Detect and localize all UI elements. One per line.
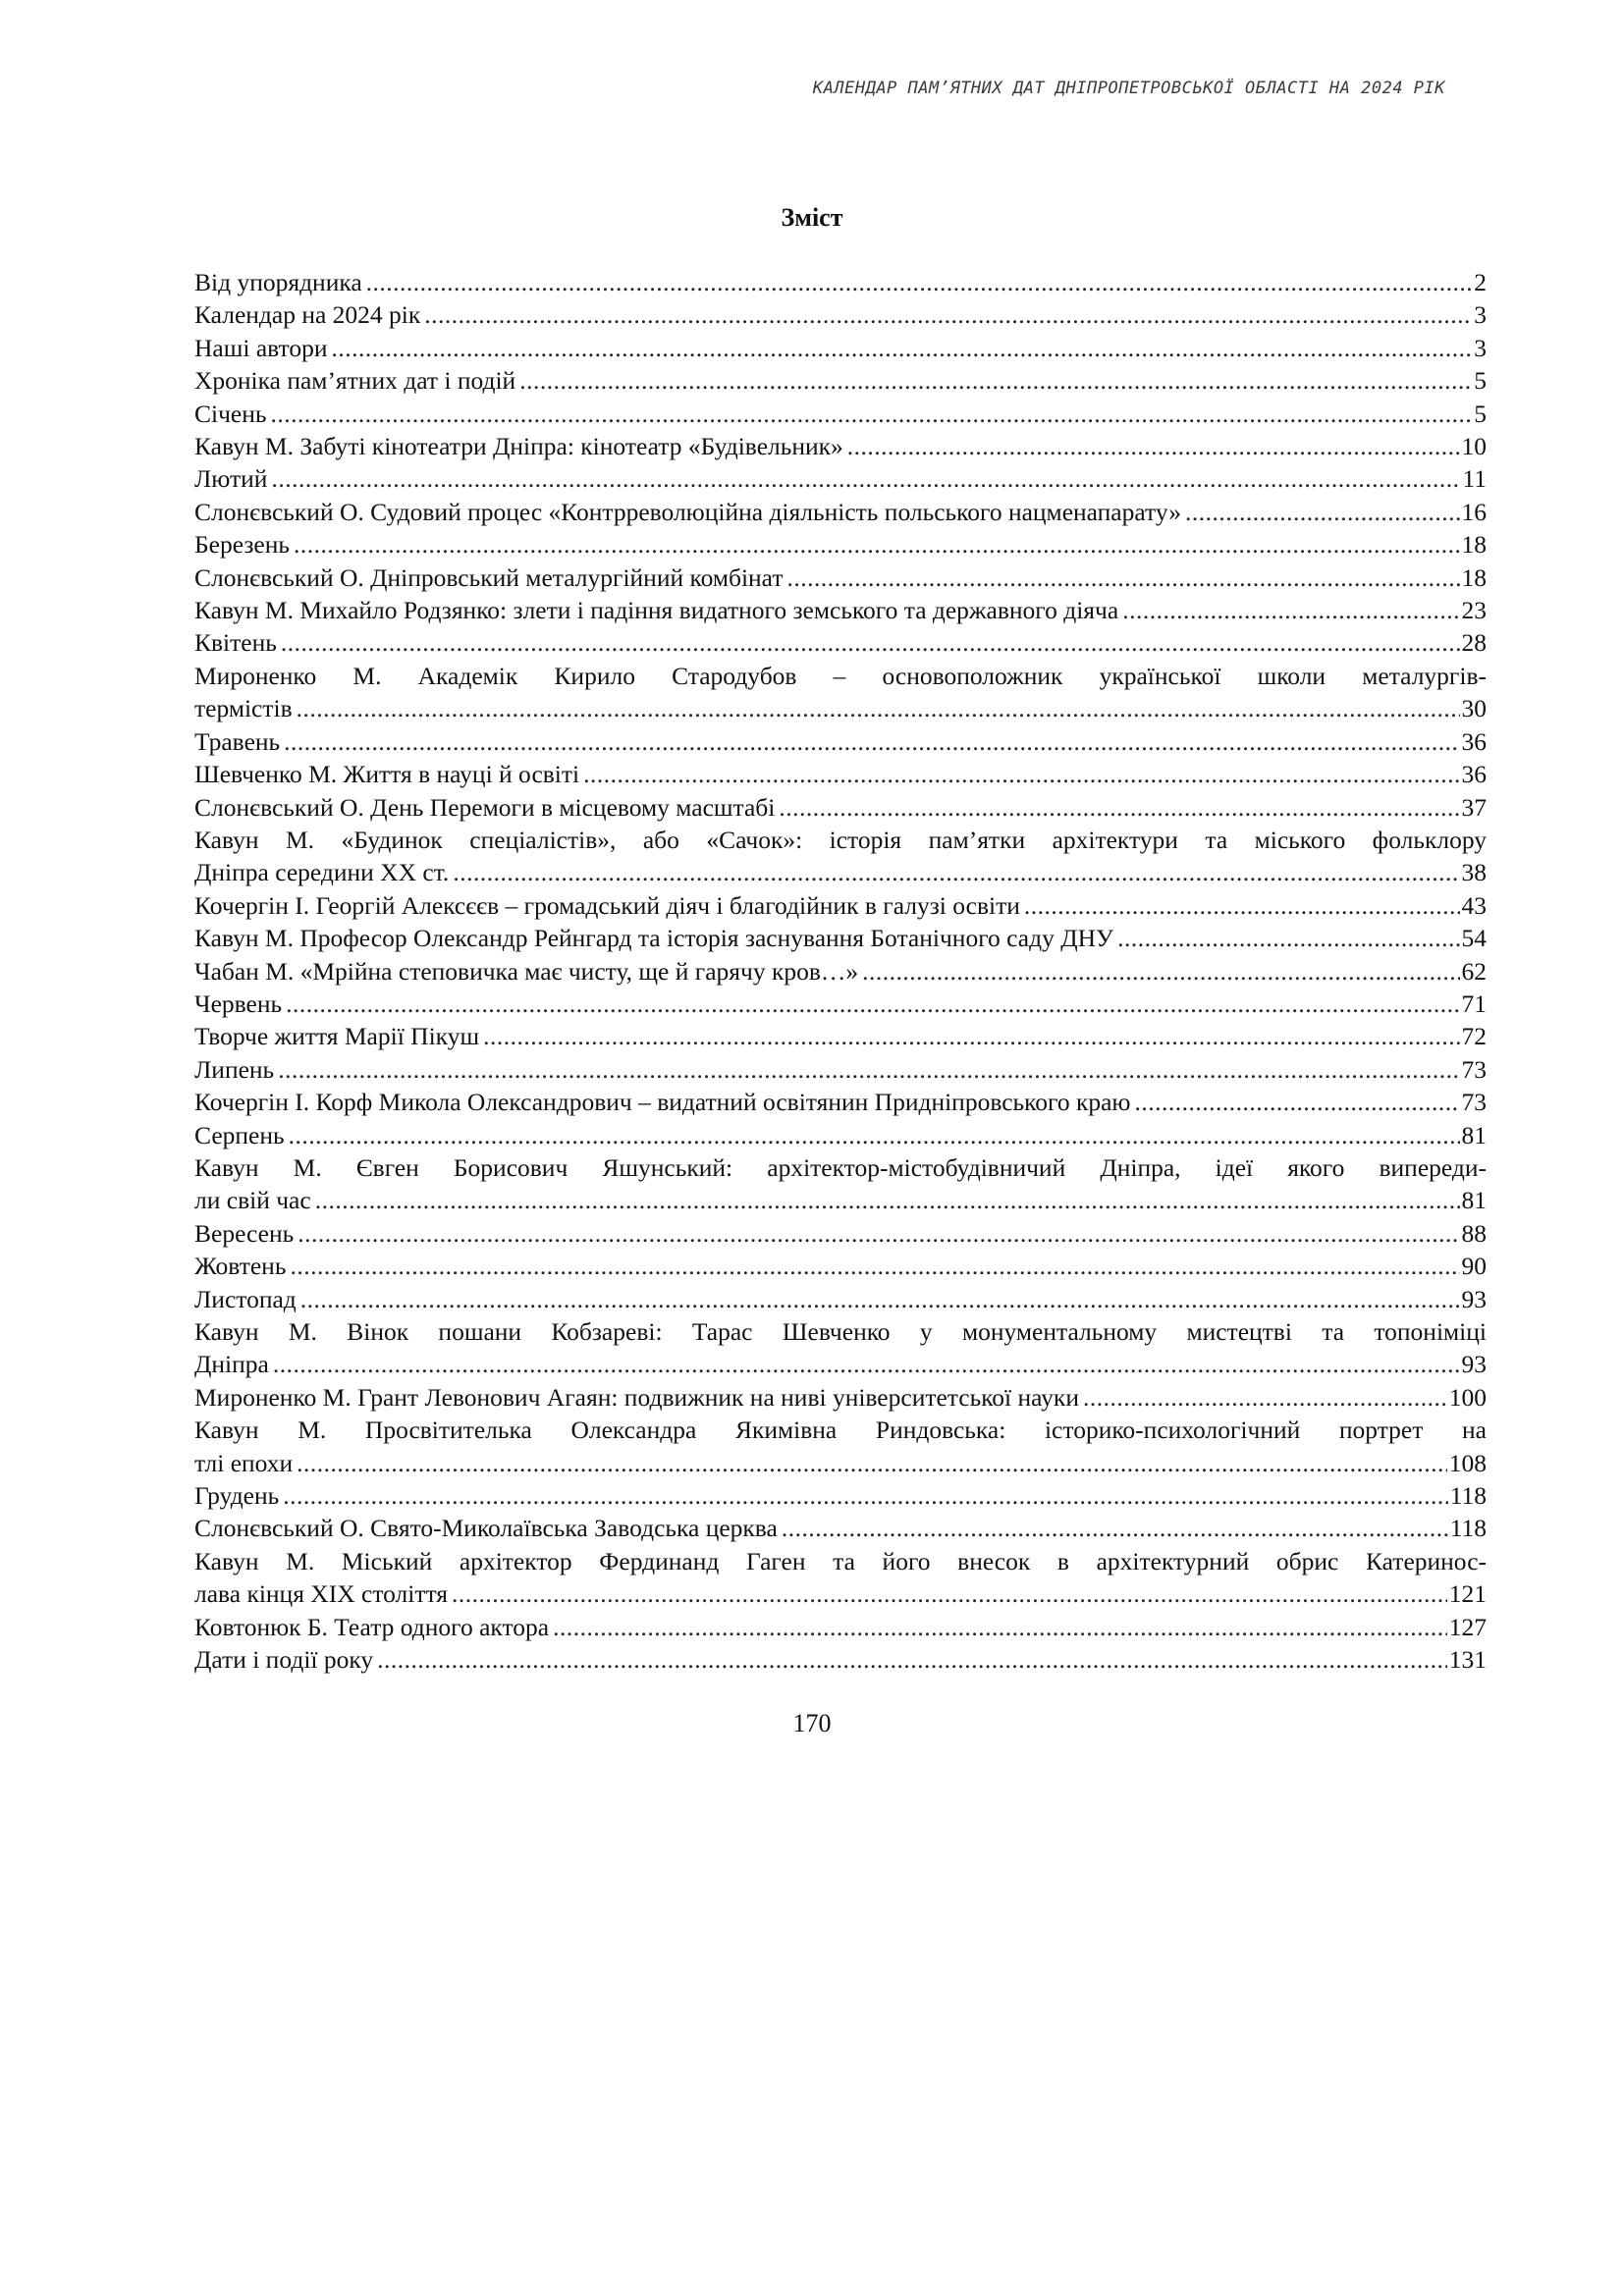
dot-leader xyxy=(297,692,1460,724)
dot-leader xyxy=(271,462,1460,495)
table-of-contents xyxy=(194,266,1487,1676)
toc-entry-title: Творче життя Марії Пікуш xyxy=(194,1022,480,1051)
toc-entry-title: Квітень xyxy=(194,628,277,658)
toc-entry-row xyxy=(194,988,1487,1020)
page-number: 170 xyxy=(792,1709,832,1737)
toc-entry-title: Ковтонюк Б. Театр одного актора xyxy=(194,1612,550,1641)
toc-entry-row xyxy=(194,1086,1487,1118)
toc-entry xyxy=(194,725,1487,758)
toc-entry-row xyxy=(194,1611,1487,1643)
toc-entry xyxy=(194,561,1487,594)
toc-entry-page: 11 xyxy=(1462,464,1487,494)
toc-entry-row xyxy=(194,1479,1487,1512)
running-header: КАЛЕНДАР ПАМ’ЯТНИХ ДАТ ДНІПРОПЕТРОВСЬКОЇ ОБЛАСТІ НА 2024 РІК xyxy=(812,79,1445,98)
toc-entry-page: 127 xyxy=(1448,1612,1487,1641)
toc-entry-title: Березень xyxy=(194,530,291,560)
toc-entry-row xyxy=(194,1020,1487,1052)
toc-entry-page: 118 xyxy=(1449,1514,1487,1543)
toc-entry-page: 37 xyxy=(1461,792,1487,822)
toc-entry-row xyxy=(194,1250,1487,1282)
toc-entry-page: 38 xyxy=(1461,858,1487,887)
toc-entry-page: 36 xyxy=(1461,726,1487,756)
toc-entry-row xyxy=(194,1348,1487,1380)
toc-entry-row xyxy=(194,626,1487,659)
toc-entry-title: Жовтень xyxy=(194,1252,287,1281)
toc-entry-row xyxy=(194,791,1487,824)
toc-entry xyxy=(194,332,1487,364)
toc-entry-page: 73 xyxy=(1461,1088,1487,1117)
dot-leader xyxy=(283,1479,1447,1512)
toc-entry-title: Мироненко М. Грант Левонович Агаян: подвижник на ниві університетської науки xyxy=(194,1382,1079,1412)
toc-entry-row xyxy=(194,692,1487,724)
toc-entry-row xyxy=(194,1512,1487,1544)
toc-entry-page: 72 xyxy=(1461,1022,1487,1051)
toc-entry-page: 71 xyxy=(1461,988,1487,1018)
toc-entry xyxy=(194,626,1487,659)
dot-leader xyxy=(453,856,1459,888)
dot-leader xyxy=(483,1020,1459,1052)
dot-leader xyxy=(284,725,1459,758)
dot-leader xyxy=(290,1250,1459,1282)
toc-entry-page: 121 xyxy=(1448,1579,1487,1609)
toc-entry-page: 23 xyxy=(1461,596,1487,625)
toc-entry-row xyxy=(194,725,1487,758)
toc-entry-title: Кавун М. Професор Олександр Рейнгард та історія заснування Ботанічного саду ДНУ xyxy=(194,924,1114,953)
toc-entry-title: Червень xyxy=(194,988,283,1018)
toc-entry-title: Липень xyxy=(194,1054,275,1084)
dot-leader xyxy=(1083,1381,1447,1414)
dot-leader xyxy=(452,1577,1447,1610)
toc-entry-page: 93 xyxy=(1461,1284,1487,1313)
toc-entry-row xyxy=(194,430,1487,462)
toc-entry-row xyxy=(194,955,1487,988)
toc-entry-row xyxy=(194,496,1487,528)
toc-entry-title: ли свій час xyxy=(194,1186,311,1215)
toc-entry-page: 131 xyxy=(1448,1645,1487,1675)
toc-entry-page: 36 xyxy=(1461,760,1487,789)
toc-entry-title-line: Кавун М. Просвітителька Олександра Якимівна Риндовська: історико-психологічний портрет на xyxy=(194,1415,1487,1445)
toc-entry-title-line: Кавун М. Міський архітектор Фердинанд Гаген та його внесок в архітектурний обрис Катеринос- xyxy=(194,1546,1487,1575)
dot-leader xyxy=(583,758,1459,790)
toc-entry-title: Грудень xyxy=(194,1481,280,1511)
toc-entry-row xyxy=(194,1053,1487,1086)
dot-leader xyxy=(366,266,1473,298)
toc-entry xyxy=(194,1119,1487,1151)
toc-entry xyxy=(194,922,1487,954)
toc-entry-page: 28 xyxy=(1461,628,1487,658)
toc-entry-page: 10 xyxy=(1461,432,1487,461)
toc-entry-page: 54 xyxy=(1461,924,1487,953)
toc-entry-row xyxy=(194,1447,1487,1479)
toc-entry xyxy=(194,988,1487,1020)
dot-leader xyxy=(1024,889,1460,922)
toc-entry-title: Чабан М. «Мрійна степовичка має чисту, ще й гарячу кров…» xyxy=(194,956,859,986)
dot-leader xyxy=(1122,594,1459,626)
toc-entry xyxy=(194,889,1487,922)
dot-leader xyxy=(281,626,1460,659)
toc-entry xyxy=(194,1545,1487,1611)
toc-entry-row xyxy=(194,1283,1487,1315)
toc-entry xyxy=(194,430,1487,462)
toc-entry xyxy=(194,1512,1487,1544)
toc-entry xyxy=(194,1020,1487,1052)
toc-entry xyxy=(194,1151,1487,1217)
toc-entry-page: 3 xyxy=(1474,333,1487,362)
toc-entry-page: 30 xyxy=(1461,694,1487,723)
dot-leader xyxy=(377,1643,1447,1676)
toc-entry xyxy=(194,298,1487,331)
toc-entry xyxy=(194,496,1487,528)
toc-entry xyxy=(194,528,1487,561)
toc-entry xyxy=(194,1315,1487,1381)
dot-leader xyxy=(278,1053,1459,1086)
toc-entry xyxy=(194,1479,1487,1512)
toc-entry-row xyxy=(194,398,1487,430)
toc-entry xyxy=(194,758,1487,790)
toc-entry-title-line: Мироненко М. Академік Кирило Стародубов – основоположник української школи металургів- xyxy=(194,661,1487,690)
toc-entry xyxy=(194,1217,1487,1250)
dot-leader xyxy=(1185,496,1460,528)
toc-entry xyxy=(194,1643,1487,1676)
dot-leader xyxy=(779,791,1459,824)
dot-leader xyxy=(273,1348,1460,1380)
toc-entry-page: 100 xyxy=(1448,1382,1487,1412)
toc-entry-title: Лютий xyxy=(194,464,268,494)
toc-entry xyxy=(194,266,1487,298)
toc-entry-title: Шевченко М. Життя в науці й освіті xyxy=(194,760,580,789)
toc-entry xyxy=(194,364,1487,397)
toc-entry-row xyxy=(194,1119,1487,1151)
toc-entry xyxy=(194,1250,1487,1282)
toc-entry-page: 81 xyxy=(1461,1186,1487,1215)
dot-leader xyxy=(862,955,1459,988)
toc-entry-row xyxy=(194,298,1487,331)
toc-entry-row xyxy=(194,364,1487,397)
toc-entry-page: 62 xyxy=(1461,956,1487,986)
toc-entry-row xyxy=(194,1217,1487,1250)
toc-entry-title: Дніпра середини ХХ ст. xyxy=(194,858,450,887)
toc-entry-title: Дніпра xyxy=(194,1350,269,1379)
toc-entry-title: тлі епохи xyxy=(194,1448,294,1477)
toc-entry-title: Слонєвський О. Судовий процес «Контрреволюційна діяльність польського нацменапарату» xyxy=(194,497,1181,526)
toc-entry-title: Кавун М. Михайло Родзянко: злети і падіння видатного земського та державного діяча xyxy=(194,596,1119,625)
toc-entry xyxy=(194,398,1487,430)
toc-entry-row xyxy=(194,266,1487,298)
toc-entry-row xyxy=(194,1381,1487,1414)
toc-entry xyxy=(194,1086,1487,1118)
dot-leader xyxy=(289,1119,1460,1151)
dot-leader xyxy=(782,1512,1448,1544)
toc-entry-row xyxy=(194,889,1487,922)
toc-entry-title-line: Кавун М. Вінок пошани Кобзареві: Тарас Шевченко у монументальному мистецтві та топоніміці xyxy=(194,1317,1487,1346)
dot-leader xyxy=(787,561,1460,594)
toc-entry-title: термістів xyxy=(194,694,293,723)
toc-entry xyxy=(194,660,1487,725)
toc-entry-row xyxy=(194,856,1487,888)
toc-entry-row xyxy=(194,462,1487,495)
dot-leader xyxy=(424,298,1472,331)
toc-entry-page: 3 xyxy=(1474,300,1487,330)
toc-entry-title: Слонєвський О. Свято-Миколаївська Заводська церква xyxy=(194,1514,778,1543)
toc-entry-title: Слонєвський О. День Перемоги в місцевому масштабі xyxy=(194,792,776,822)
toc-entry-title: Вересень xyxy=(194,1218,295,1248)
toc-entry xyxy=(194,955,1487,988)
dot-leader xyxy=(519,364,1472,397)
toc-entry-page: 18 xyxy=(1461,530,1487,560)
toc-entry-row xyxy=(194,528,1487,561)
dot-leader xyxy=(847,430,1460,462)
toc-entry-title: Календар на 2024 рік xyxy=(194,300,421,330)
toc-entry xyxy=(194,1414,1487,1479)
dot-leader xyxy=(300,1283,1460,1315)
toc-entry-title: Кочергін І. Георгій Алексєєв – громадський діяч і благодійник в галузі освіти xyxy=(194,890,1020,920)
toc-entry xyxy=(194,594,1487,626)
dot-leader xyxy=(315,1184,1460,1216)
toc-entry xyxy=(194,462,1487,495)
toc-entry-page: 118 xyxy=(1449,1481,1487,1511)
dot-leader xyxy=(286,988,1459,1020)
toc-entry-row xyxy=(194,922,1487,954)
toc-entry-page: 90 xyxy=(1461,1252,1487,1281)
toc-title: Зміст xyxy=(781,203,843,232)
toc-entry-page: 18 xyxy=(1461,562,1487,592)
toc-entry-row xyxy=(194,1577,1487,1610)
toc-entry-title: Січень xyxy=(194,399,267,428)
toc-entry-page: 73 xyxy=(1461,1054,1487,1084)
toc-entry-row xyxy=(194,594,1487,626)
toc-entry-page: 2 xyxy=(1474,268,1487,296)
toc-entry-title: Листопад xyxy=(194,1284,297,1313)
toc-entry xyxy=(194,824,1487,889)
toc-entry xyxy=(194,1053,1487,1086)
toc-entry-title: Наші автори xyxy=(194,333,328,362)
toc-entry-page: 93 xyxy=(1461,1350,1487,1379)
toc-entry-row xyxy=(194,1184,1487,1216)
dot-leader xyxy=(1117,922,1459,954)
toc-entry-page: 5 xyxy=(1474,366,1487,396)
toc-entry-title: Кочергін І. Корф Микола Олександрович – видатний освітянин Придніпровського краю xyxy=(194,1088,1131,1117)
toc-entry-title: Травень xyxy=(194,726,281,756)
toc-entry-row xyxy=(194,1643,1487,1676)
toc-entry-title: Дати і події року xyxy=(194,1645,374,1675)
toc-entry-title: Від упорядника xyxy=(194,268,362,296)
dot-leader xyxy=(271,398,1473,430)
dot-leader xyxy=(332,332,1473,364)
dot-leader xyxy=(294,528,1459,561)
toc-entry-title-line: Кавун М. «Будинок спеціалістів», або «Сачок»: історія пам’ятки архітектури та міського фольклору xyxy=(194,825,1487,854)
toc-entry-page: 108 xyxy=(1448,1448,1487,1477)
dot-leader xyxy=(297,1447,1447,1479)
toc-entry xyxy=(194,1283,1487,1315)
toc-entry-row xyxy=(194,561,1487,594)
toc-entry-row xyxy=(194,758,1487,790)
toc-entry-page: 16 xyxy=(1461,497,1487,526)
toc-entry-row xyxy=(194,332,1487,364)
dot-leader xyxy=(553,1611,1447,1643)
toc-entry xyxy=(194,1611,1487,1643)
toc-entry-title: Слонєвський О. Дніпровський металургійний комбінат xyxy=(194,562,784,592)
toc-entry-title: Хроніка пам’ятних дат і подій xyxy=(194,366,516,396)
toc-entry-page: 81 xyxy=(1461,1120,1487,1149)
dot-leader xyxy=(298,1217,1459,1250)
toc-entry-page: 88 xyxy=(1461,1218,1487,1248)
toc-entry-title: Серпень xyxy=(194,1120,285,1149)
toc-entry-page: 5 xyxy=(1474,399,1487,428)
toc-entry-title: Кавун М. Забуті кінотеатри Дніпра: кінотеатр «Будівельник» xyxy=(194,432,843,461)
toc-entry xyxy=(194,791,1487,824)
toc-entry-title-line: Кавун М. Євген Борисович Яшунський: архітектор-містобудівничий Дніпра, ідеї якого випереди- xyxy=(194,1152,1487,1182)
toc-entry-title: лава кінця ХІХ століття xyxy=(194,1579,449,1609)
toc-entry xyxy=(194,1381,1487,1414)
toc-entry-page: 43 xyxy=(1461,890,1487,920)
dot-leader xyxy=(1134,1086,1459,1118)
